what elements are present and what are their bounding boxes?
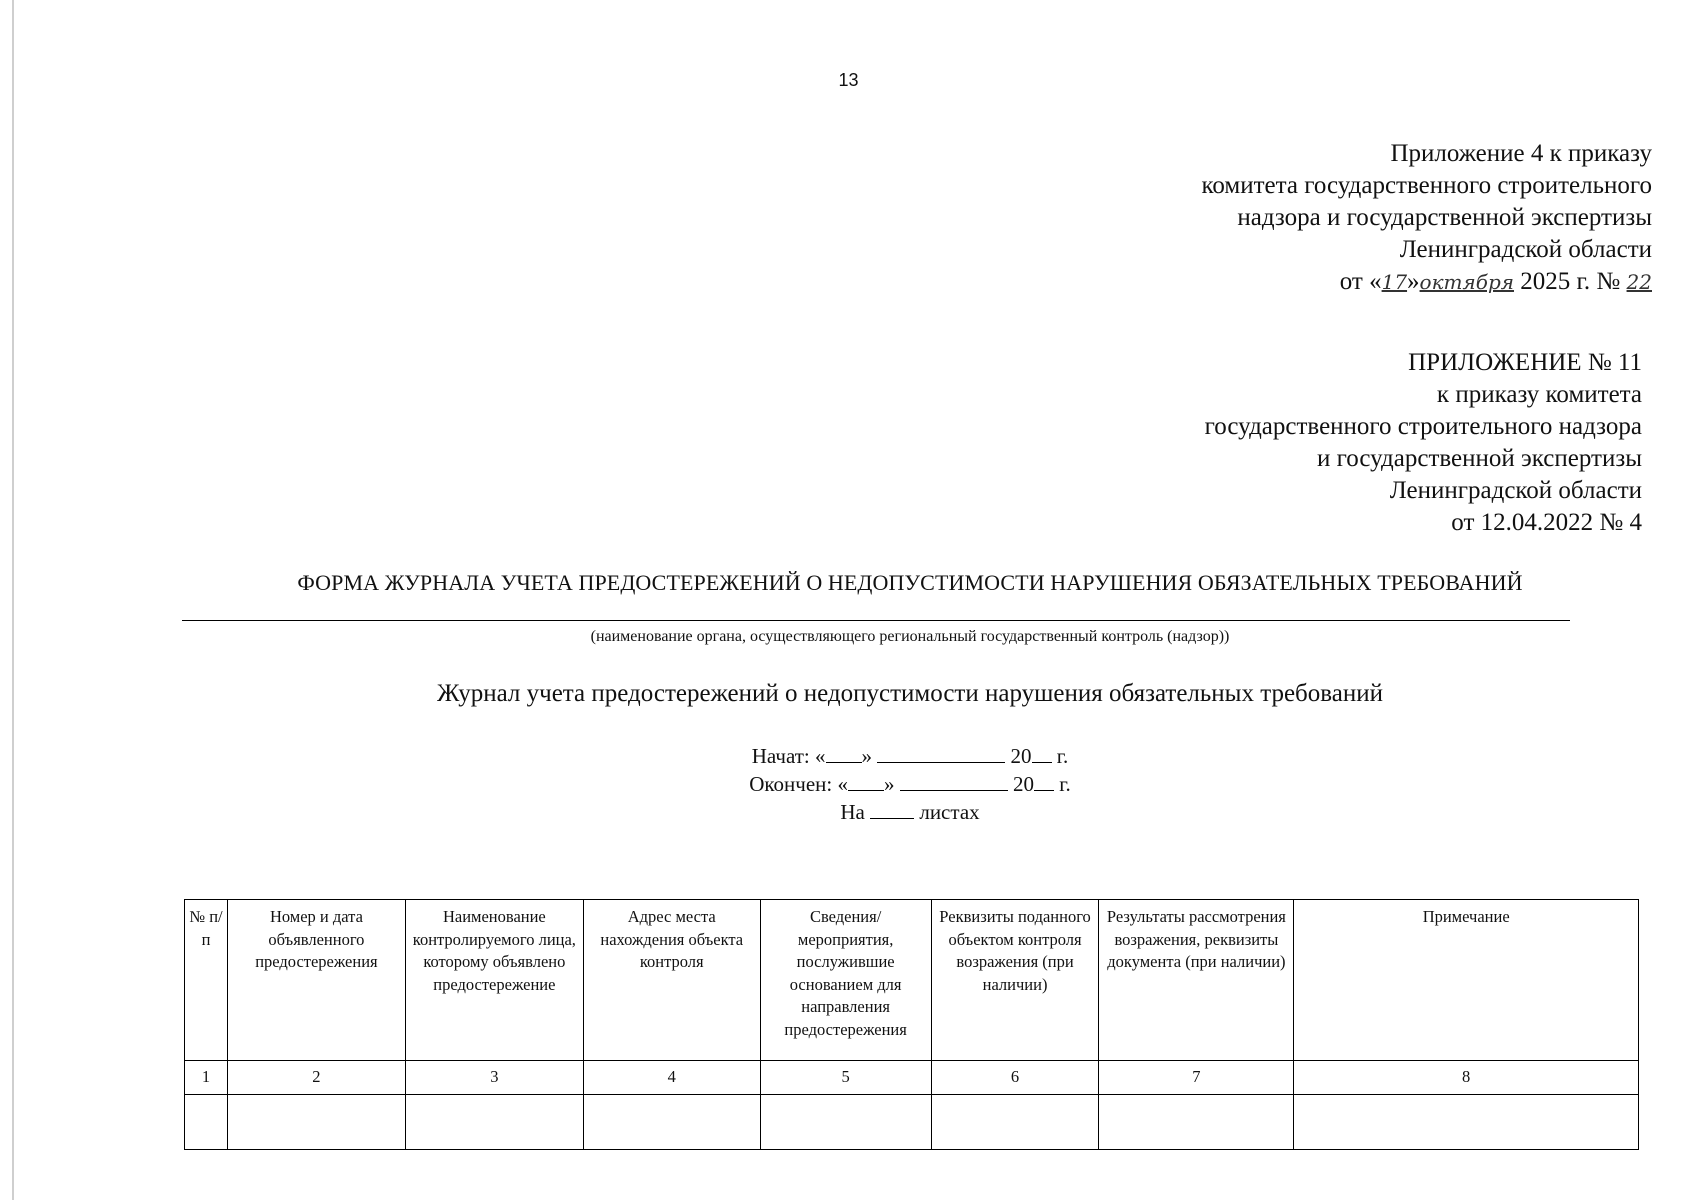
table-row [185,1095,1639,1150]
empty-cell [405,1095,583,1150]
column-number: 3 [405,1061,583,1095]
empty-cell [227,1095,405,1150]
original-appendix-header [1205,347,1642,539]
header-cell: Номер и дата объявленного предостережения [227,900,405,1061]
amendment-date-mid: » [1407,268,1420,295]
empty-cell [1099,1095,1294,1150]
page-left-edge [12,0,14,1200]
started-year-blank [1032,744,1052,763]
journal-title: Журнал учета предостережений о недопустимости нарушения обязательных требований [437,680,1383,707]
amendment-date-prefix: от « [1339,268,1382,295]
appendix-line-1: ПРИЛОЖЕНИЕ № 11 [1408,349,1642,376]
started-month-blank [877,744,1005,763]
column-number: 2 [227,1061,405,1095]
column-number: 5 [760,1061,931,1095]
journal-table [184,899,1639,1150]
appendix-line-6: от 12.04.2022 № 4 [1451,509,1642,536]
column-number: 4 [583,1061,760,1095]
amendment-line-3: надзора и государственной экспертизы [1237,204,1652,231]
empty-cell [1294,1095,1639,1150]
header-cell: № п/п [185,900,228,1061]
ended-year: 20 [1013,772,1034,796]
header-cell: Результаты рассмотрения возражения, реквизиты документа (при наличии) [1099,900,1294,1061]
sheets-suffix: листах [919,800,980,824]
amendment-line-1: Приложение 4 к приказу [1390,140,1652,167]
started-mid: » [861,744,872,768]
table-header-row [185,900,1639,1061]
column-number: 1 [185,1061,228,1095]
amendment-line-4: Ленинградской области [1399,236,1652,263]
ended-label: Окончен: « [749,772,848,796]
ended-day-blank [848,772,884,791]
amendment-header [1202,138,1653,298]
header-cell: Адрес места нахождения объекта контроля [583,900,760,1061]
empty-cell [185,1095,228,1150]
amendment-date-year: 2025 г. № [1520,268,1621,295]
ended-year-blank [1034,772,1054,791]
column-number-row [185,1061,1639,1095]
empty-cell [760,1095,931,1150]
organization-caption: (наименование органа, осуществляющего региональный государственный контроль (надзор)) [590,628,1230,645]
amendment-date-line [1202,266,1653,298]
ended-month-blank [900,772,1008,791]
appendix-line-3: государственного строительного надзора [1204,413,1642,440]
appendix-line-4: и государственной экспертизы [1316,445,1642,472]
started-line [0,742,1697,770]
handwritten-number: 22 [1626,270,1652,294]
header-cell: Примечание [1294,900,1639,1061]
empty-cell [583,1095,760,1150]
organization-name-line [182,620,1570,621]
header-cell: Реквизиты поданного объектом контроля возражения (при наличии) [931,900,1099,1061]
ended-line [0,770,1697,798]
started-label: Начат: « [751,744,826,768]
handwritten-day: 17 [1381,270,1408,294]
sheets-line [0,798,1697,826]
appendix-line-2: к приказу комитета [1436,381,1642,408]
started-suffix: г. [1056,744,1069,768]
header-cell: Сведения/ мероприятия, послужившие основанием для направления предостережения [760,900,931,1061]
amendment-line-2: комитета государственного строительного [1201,172,1652,199]
sheets-count-blank [870,800,914,819]
started-day-blank [826,744,862,763]
column-number: 6 [931,1061,1099,1095]
ended-mid: » [884,772,895,796]
handwritten-month: октября [1419,270,1514,294]
started-year: 20 [1010,744,1032,768]
form-title: ФОРМА ЖУРНАЛА УЧЕТА ПРЕДОСТЕРЕЖЕНИЙ О НЕДОПУСТИМОСТИ НАРУШЕНИЯ ОБЯЗАТЕЛЬНЫХ ТРЕБОВАНИЙ [297,570,1523,595]
empty-cell [931,1095,1099,1150]
column-number: 7 [1099,1061,1294,1095]
ended-suffix: г. [1059,772,1071,796]
column-number: 8 [1294,1061,1639,1095]
appendix-line-5: Ленинградской области [1389,477,1642,504]
header-cell: Наименование контролируемого лица, которому объявлено предостережение [405,900,583,1061]
page-number: 13 [838,70,859,90]
sheets-prefix: На [840,800,865,824]
journal-dates [0,742,1697,826]
